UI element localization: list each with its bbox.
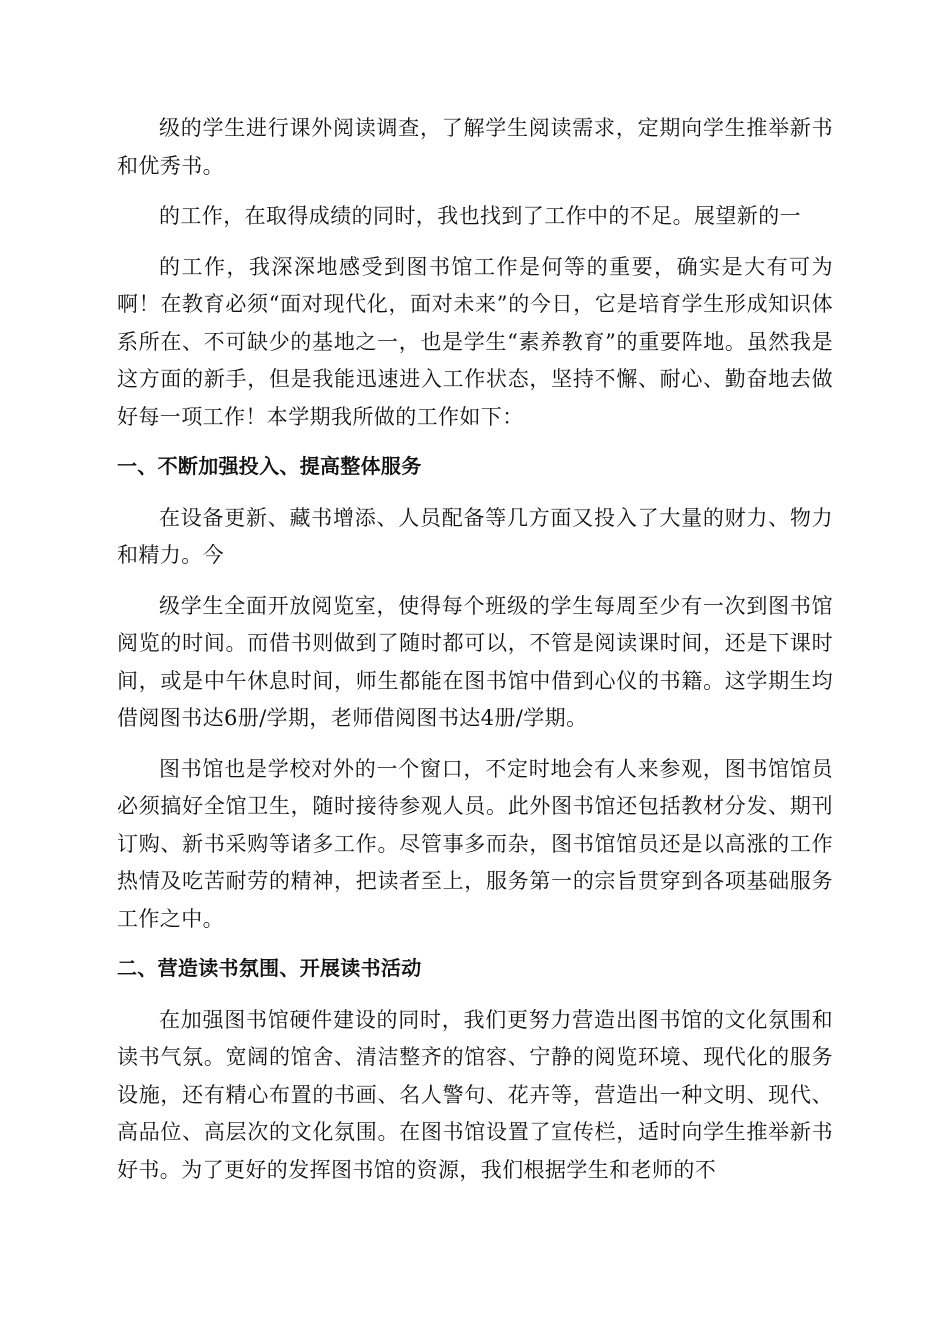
document-body (117, 110, 833, 1189)
paragraph-7: 在加强图书馆硬件建设的同时，我们更努力营造出图书馆的文化氛围和读书气氛。宽阔的馆舍、清洁整齐的馆容、宁静的阅览环境、现代化的服务设施，还有精心布置的书画、名人警句、花卉等，营造出一种文明、现代、高品位、高层次的文化氛围。在图书馆设置了宣传栏，适时向学生推举新书好书。为了更好的发挥图书馆的资源，我们根据学生和老师的不 (117, 1007, 833, 1182)
section-heading-1: 一、不断加强投入、提高整体服务 (117, 454, 422, 478)
paragraph-6: 图书馆也是学校对外的一个窗口，不定时地会有人来参观，图书馆馆员必须搞好全馆卫生，随时接待参观人员。此外图书馆还包括教材分发、期刊订购、新书采购等诸多工作。尽管事多而杂，图书馆馆员还是以高涨的工作热情及吃苦耐劳的精神，把读者至上，服务第一的宗旨贯穿到各项基础服务工作之中。 (117, 756, 833, 931)
paragraph-3: 的工作，我深深地感受到图书馆工作是何等的重要，确实是大有可为啊！在教育必须“面对现代化，面对未来”的今日，它是培育学生形成知识体系所在、不可缺少的基地之一，也是学生“素养教育”的重要阵地。虽然我是这方面的新手，但是我能迅速进入工作状态，坚持不懈、耐心、勤奋地去做好每一项工作！本学期我所做的工作如下： (117, 254, 833, 429)
paragraph-4: 在设备更新、藏书增添、人员配备等几方面又投入了大量的财力、物力和精力。今 (117, 505, 833, 567)
paragraph-5: 级学生全面开放阅览室，使得每个班级的学生每周至少有一次到图书馆阅览的时间。而借书则做到了随时都可以，不管是阅读课时间，还是下课时间，或是中午休息时间，师生都能在图书馆中借到心仪的书籍。这学期生均借阅图书达6册/学期，老师借阅图书达4册/学期。 (117, 593, 833, 730)
paragraph-2: 的工作，在取得成绩的同时，我也找到了工作中的不足。展望新的一 (159, 204, 801, 228)
paragraph-1: 级的学生进行课外阅读调查，了解学生阅读需求，定期向学生推举新书和优秀书。 (117, 116, 833, 178)
section-heading-2: 二、营造读书氛围、开展读书活动 (117, 956, 422, 980)
